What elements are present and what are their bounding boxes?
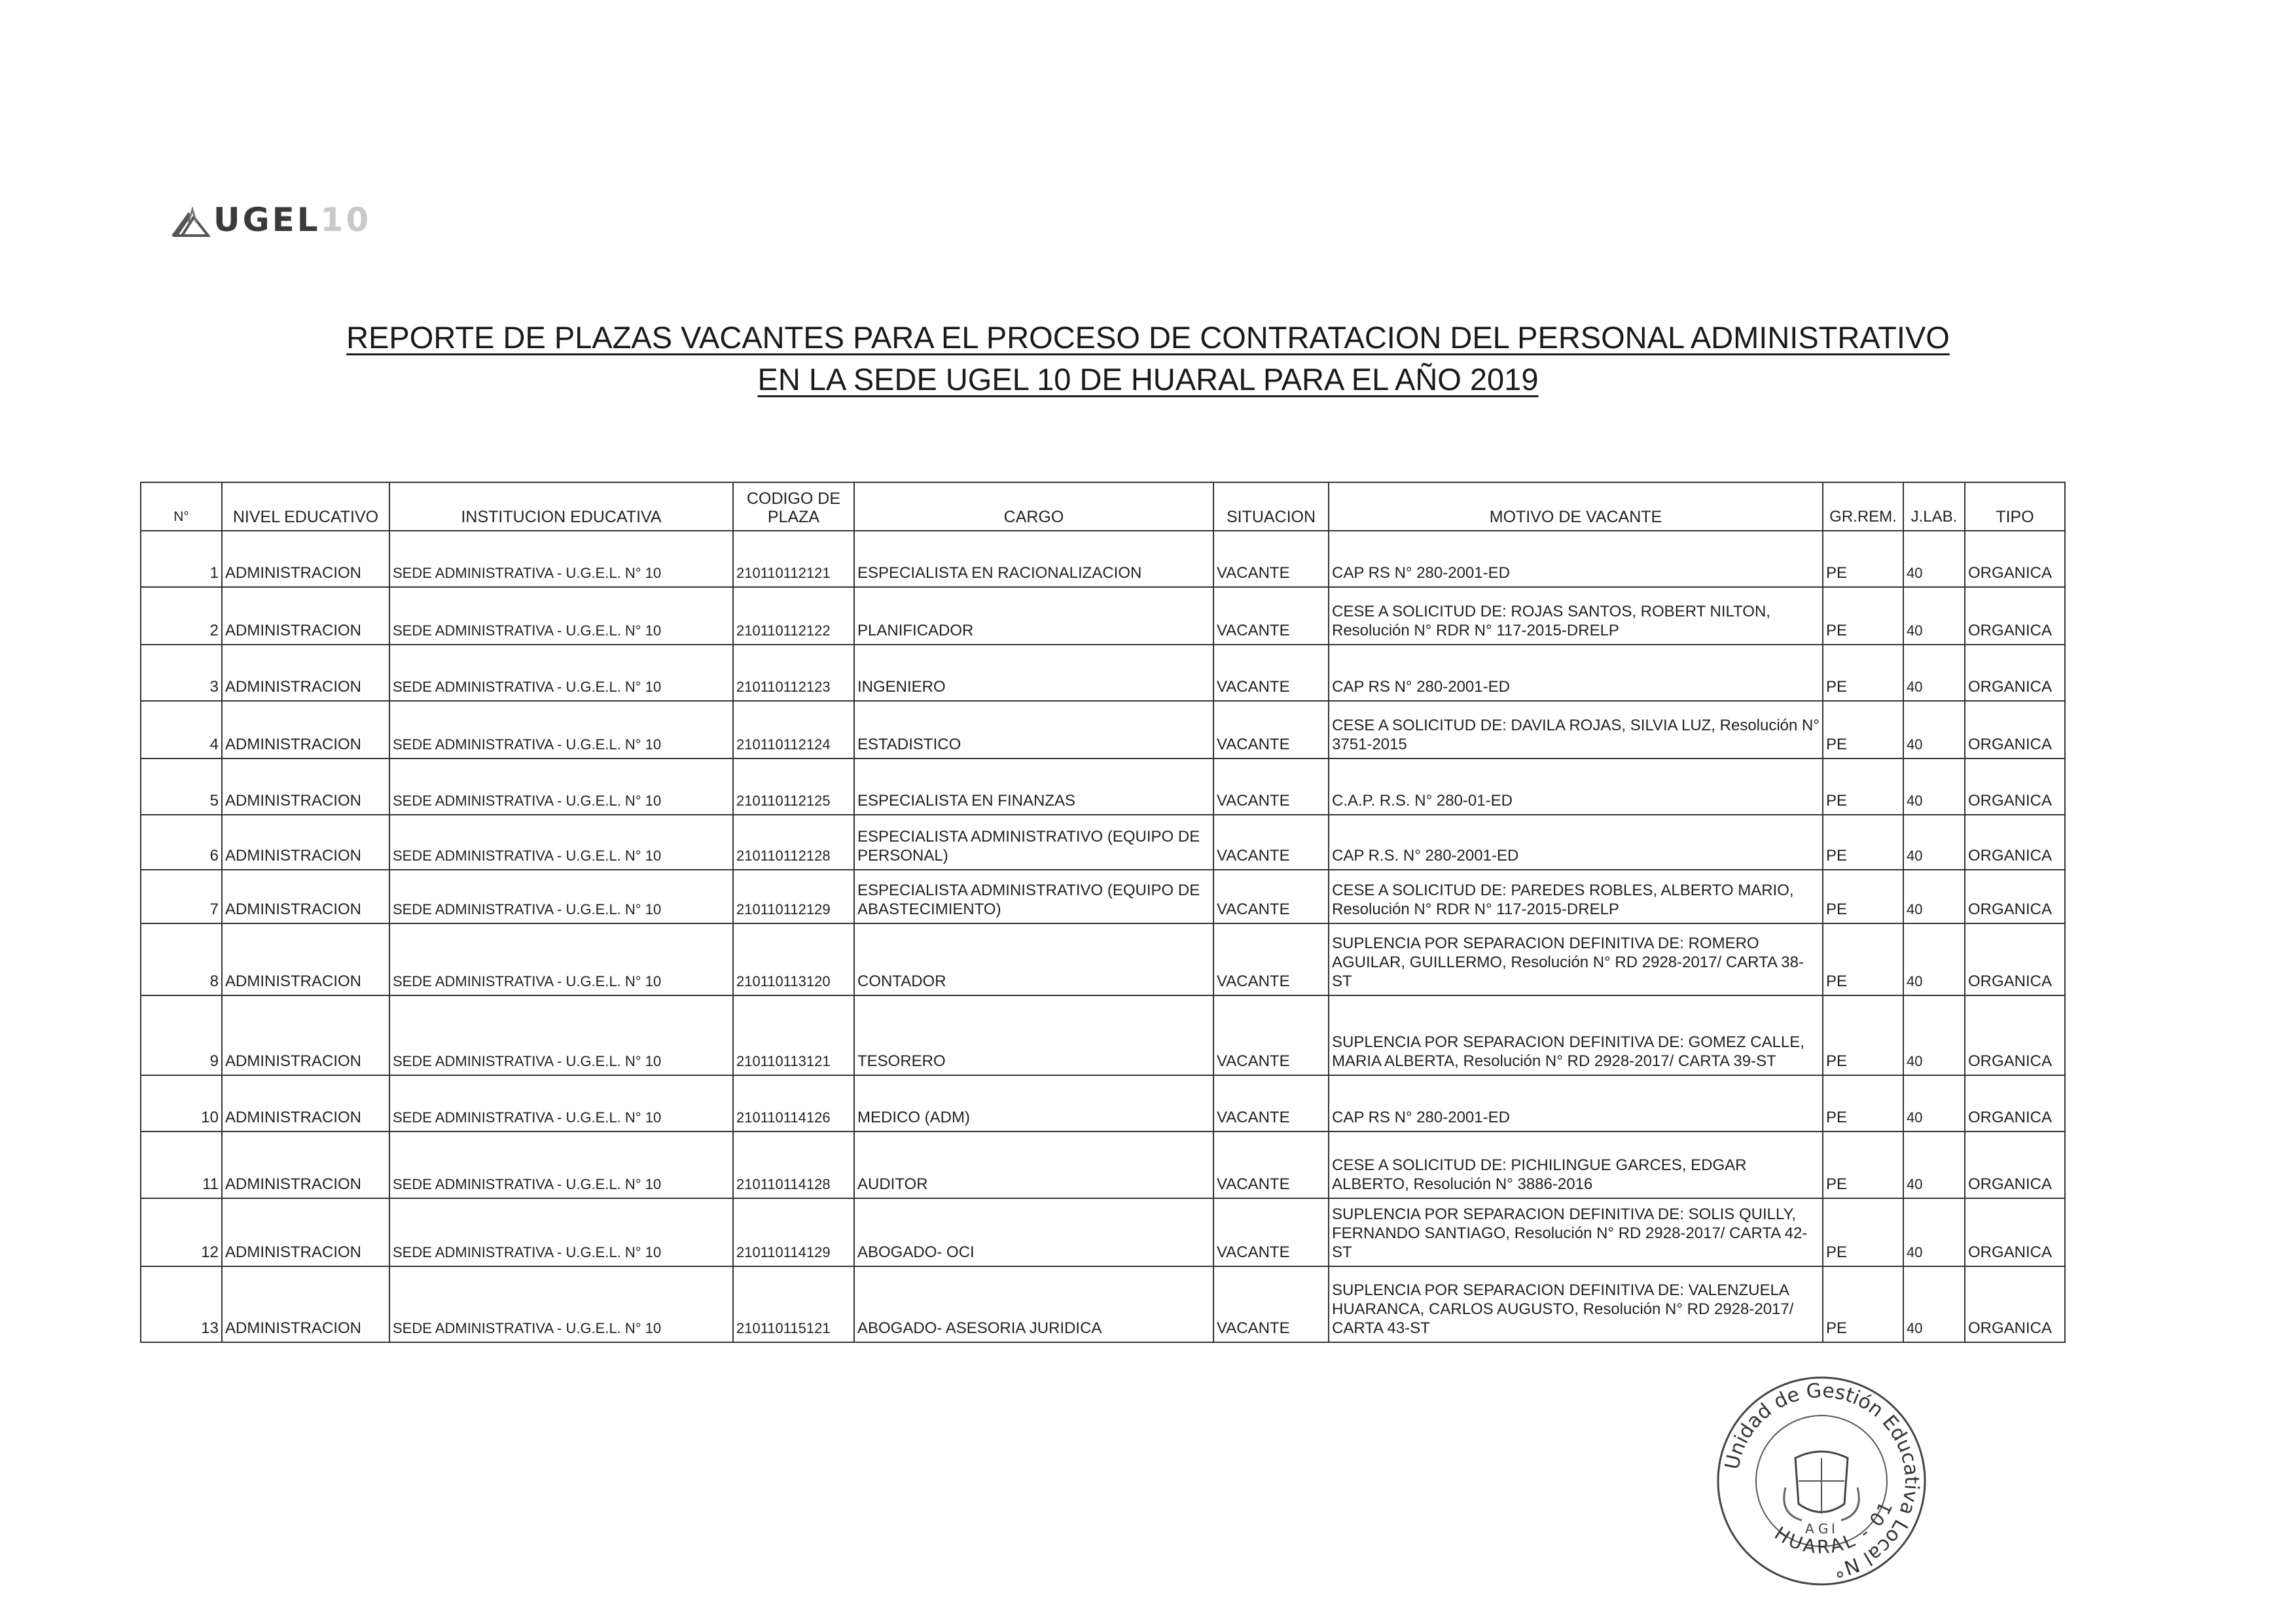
cell-institucion: SEDE ADMINISTRATIVA - U.G.E.L. N° 10 <box>389 870 733 923</box>
header-jlab: J.LAB. <box>1903 482 1965 531</box>
cell-motivo: CAP RS N° 280-2001-ED <box>1329 1075 1823 1132</box>
cell-institucion: SEDE ADMINISTRATIVA - U.G.E.L. N° 10 <box>389 531 733 587</box>
cell-cargo: INGENIERO <box>854 645 1213 701</box>
ugel-emblem-icon <box>169 203 211 238</box>
cell-jlab: 40 <box>1903 587 1965 645</box>
cell-institucion: SEDE ADMINISTRATIVA - U.G.E.L. N° 10 <box>389 1266 733 1342</box>
cell-codigo: 210110112125 <box>733 758 854 815</box>
seal-bottom-text: HUARAL - 01 <box>1770 1496 1898 1558</box>
cell-institucion: SEDE ADMINISTRATIVA - U.G.E.L. N° 10 <box>389 645 733 701</box>
cell-grrem: PE <box>1823 531 1903 587</box>
cell-nivel: ADMINISTRACION <box>222 1132 389 1198</box>
cell-n: 9 <box>141 995 222 1075</box>
cell-tipo: ORGANICA <box>1965 1266 2065 1342</box>
table-row <box>141 531 2065 587</box>
cell-grrem: PE <box>1823 1132 1903 1198</box>
cell-grrem: PE <box>1823 1266 1903 1342</box>
cell-motivo: CAP RS N° 280-2001-ED <box>1329 645 1823 701</box>
cell-jlab: 40 <box>1903 645 1965 701</box>
cell-grrem: PE <box>1823 1198 1903 1266</box>
cell-cargo: PLANIFICADOR <box>854 587 1213 645</box>
cell-codigo: 210110114128 <box>733 1132 854 1198</box>
cell-situacion: VACANTE <box>1213 815 1329 870</box>
table-row <box>141 587 2065 645</box>
cell-nivel: ADMINISTRACION <box>222 587 389 645</box>
cell-jlab: 40 <box>1903 1132 1965 1198</box>
table-row <box>141 645 2065 701</box>
cell-tipo: ORGANICA <box>1965 645 2065 701</box>
cell-jlab: 40 <box>1903 995 1965 1075</box>
table-row <box>141 1198 2065 1266</box>
cell-jlab: 40 <box>1903 531 1965 587</box>
cell-motivo: CESE A SOLICITUD DE: DAVILA ROJAS, SILVIA LUZ, Resolución N° 3751-2015 <box>1329 701 1823 758</box>
cell-institucion: SEDE ADMINISTRATIVA - U.G.E.L. N° 10 <box>389 1132 733 1198</box>
cell-institucion: SEDE ADMINISTRATIVA - U.G.E.L. N° 10 <box>389 587 733 645</box>
cell-n: 8 <box>141 923 222 995</box>
cell-codigo: 210110114129 <box>733 1198 854 1266</box>
report-title-line-1: REPORTE DE PLAZAS VACANTES PARA EL PROCESO DE CONTRATACION DEL PERSONAL ADMINISTRATIVO <box>346 320 1950 355</box>
table-row <box>141 995 2065 1075</box>
table-row <box>141 1132 2065 1198</box>
header-situacion: SITUACION <box>1213 482 1329 531</box>
cell-n: 10 <box>141 1075 222 1132</box>
cell-codigo: 210110112124 <box>733 701 854 758</box>
cell-codigo: 210110112121 <box>733 531 854 587</box>
cell-grrem: PE <box>1823 1075 1903 1132</box>
cell-situacion: VACANTE <box>1213 923 1329 995</box>
table-row <box>141 923 2065 995</box>
header-tipo: TIPO <box>1965 482 2065 531</box>
cell-jlab: 40 <box>1903 758 1965 815</box>
header-codigo: CODIGO DE PLAZA <box>733 482 854 531</box>
official-seal <box>1713 1373 1929 1589</box>
cell-situacion: VACANTE <box>1213 1198 1329 1266</box>
cell-jlab: 40 <box>1903 1266 1965 1342</box>
vacancies-table <box>140 482 2066 1343</box>
cell-jlab: 40 <box>1903 870 1965 923</box>
cell-tipo: ORGANICA <box>1965 758 2065 815</box>
cell-n: 12 <box>141 1198 222 1266</box>
cell-institucion: SEDE ADMINISTRATIVA - U.G.E.L. N° 10 <box>389 758 733 815</box>
svg-text:I: I <box>1831 1521 1835 1537</box>
cell-institucion: SEDE ADMINISTRATIVA - U.G.E.L. N° 10 <box>389 1075 733 1132</box>
cell-tipo: ORGANICA <box>1965 870 2065 923</box>
cell-situacion: VACANTE <box>1213 870 1329 923</box>
cell-nivel: ADMINISTRACION <box>222 815 389 870</box>
cell-tipo: ORGANICA <box>1965 701 2065 758</box>
cell-institucion: SEDE ADMINISTRATIVA - U.G.E.L. N° 10 <box>389 995 733 1075</box>
cell-nivel: ADMINISTRACION <box>222 1075 389 1132</box>
cell-nivel: ADMINISTRACION <box>222 758 389 815</box>
cell-cargo: TESORERO <box>854 995 1213 1075</box>
cell-tipo: ORGANICA <box>1965 815 2065 870</box>
header-institucion: INSTITUCION EDUCATIVA <box>389 482 733 531</box>
cell-grrem: PE <box>1823 645 1903 701</box>
cell-nivel: ADMINISTRACION <box>222 531 389 587</box>
cell-grrem: PE <box>1823 870 1903 923</box>
cell-codigo: 210110112129 <box>733 870 854 923</box>
report-title-line-2: EN LA SEDE UGEL 10 DE HUARAL PARA EL AÑO 2019 <box>757 362 1539 397</box>
cell-motivo: SUPLENCIA POR SEPARACION DEFINITIVA DE: SOLIS QUILLY, FERNANDO SANTIAGO, Resolución N° RD 2928-2017/ CARTA 42-ST <box>1329 1198 1823 1266</box>
cell-grrem: PE <box>1823 587 1903 645</box>
table-row <box>141 1075 2065 1132</box>
cell-motivo: C.A.P. R.S. N° 280-01-ED <box>1329 758 1823 815</box>
svg-text:A: A <box>1805 1521 1814 1537</box>
cell-nivel: ADMINISTRACION <box>222 701 389 758</box>
cell-situacion: VACANTE <box>1213 1132 1329 1198</box>
cell-cargo: ESPECIALISTA ADMINISTRATIVO (EQUIPO DE ABASTECIMIENTO) <box>854 870 1213 923</box>
cell-tipo: ORGANICA <box>1965 995 2065 1075</box>
cell-situacion: VACANTE <box>1213 645 1329 701</box>
cell-cargo: ESPECIALISTA EN FINANZAS <box>854 758 1213 815</box>
cell-motivo: CAP RS N° 280-2001-ED <box>1329 531 1823 587</box>
cell-codigo: 210110114126 <box>733 1075 854 1132</box>
table-header-row <box>141 482 2065 531</box>
cell-jlab: 40 <box>1903 1198 1965 1266</box>
cell-grrem: PE <box>1823 923 1903 995</box>
cell-institucion: SEDE ADMINISTRATIVA - U.G.E.L. N° 10 <box>389 815 733 870</box>
cell-tipo: ORGANICA <box>1965 1198 2065 1266</box>
cell-situacion: VACANTE <box>1213 701 1329 758</box>
cell-situacion: VACANTE <box>1213 1075 1329 1132</box>
cell-institucion: SEDE ADMINISTRATIVA - U.G.E.L. N° 10 <box>389 1198 733 1266</box>
table-row <box>141 701 2065 758</box>
table-row <box>141 1266 2065 1342</box>
cell-cargo: AUDITOR <box>854 1132 1213 1198</box>
cell-jlab: 40 <box>1903 701 1965 758</box>
cell-nivel: ADMINISTRACION <box>222 870 389 923</box>
cell-grrem: PE <box>1823 758 1903 815</box>
table-row <box>141 758 2065 815</box>
cell-motivo: CESE A SOLICITUD DE: PICHILINGUE GARCES, EDGAR ALBERTO, Resolución N° 3886-2016 <box>1329 1132 1823 1198</box>
coat-of-arms-icon <box>1784 1452 1859 1537</box>
cell-institucion: SEDE ADMINISTRATIVA - U.G.E.L. N° 10 <box>389 701 733 758</box>
cell-cargo: ESTADISTICO <box>854 701 1213 758</box>
header-grrem: GR.REM. <box>1823 482 1903 531</box>
cell-nivel: ADMINISTRACION <box>222 1198 389 1266</box>
cell-situacion: VACANTE <box>1213 531 1329 587</box>
svg-text:G: G <box>1818 1521 1829 1537</box>
cell-cargo: ABOGADO- ASESORIA JURIDICA <box>854 1266 1213 1342</box>
header-n: N° <box>141 482 222 531</box>
cell-cargo: CONTADOR <box>854 923 1213 995</box>
cell-codigo: 210110112122 <box>733 587 854 645</box>
cell-tipo: ORGANICA <box>1965 1132 2065 1198</box>
cell-motivo: CESE A SOLICITUD DE: ROJAS SANTOS, ROBERT NILTON, Resolución N° RDR N° 117-2015-DRELP <box>1329 587 1823 645</box>
cell-codigo: 210110112123 <box>733 645 854 701</box>
cell-tipo: ORGANICA <box>1965 1075 2065 1132</box>
cell-n: 2 <box>141 587 222 645</box>
cell-motivo: SUPLENCIA POR SEPARACION DEFINITIVA DE: GOMEZ CALLE, MARIA ALBERTA, Resolución N° RD 2928-2017/ CARTA 39-ST <box>1329 995 1823 1075</box>
cell-grrem: PE <box>1823 701 1903 758</box>
table-row <box>141 870 2065 923</box>
cell-codigo: 210110113121 <box>733 995 854 1075</box>
cell-motivo: SUPLENCIA POR SEPARACION DEFINITIVA DE: ROMERO AGUILAR, GUILLERMO, Resolución N° RD 2928-2017/ CARTA 38-ST <box>1329 923 1823 995</box>
logo-wordmark: UGEL10 <box>213 201 372 239</box>
cell-situacion: VACANTE <box>1213 758 1329 815</box>
cell-n: 1 <box>141 531 222 587</box>
cell-cargo: ABOGADO- OCI <box>854 1198 1213 1266</box>
cell-grrem: PE <box>1823 995 1903 1075</box>
cell-n: 13 <box>141 1266 222 1342</box>
cell-n: 7 <box>141 870 222 923</box>
cell-jlab: 40 <box>1903 815 1965 870</box>
cell-situacion: VACANTE <box>1213 1266 1329 1342</box>
cell-n: 3 <box>141 645 222 701</box>
cell-situacion: VACANTE <box>1213 587 1329 645</box>
cell-motivo: CAP R.S. N° 280-2001-ED <box>1329 815 1823 870</box>
cell-institucion: SEDE ADMINISTRATIVA - U.G.E.L. N° 10 <box>389 923 733 995</box>
cell-n: 11 <box>141 1132 222 1198</box>
cell-cargo: ESPECIALISTA ADMINISTRATIVO (EQUIPO DE PERSONAL) <box>854 815 1213 870</box>
cell-tipo: ORGANICA <box>1965 587 2065 645</box>
cell-cargo: MEDICO (ADM) <box>854 1075 1213 1132</box>
cell-codigo: 210110115121 <box>733 1266 854 1342</box>
cell-jlab: 40 <box>1903 923 1965 995</box>
cell-motivo: CESE A SOLICITUD DE: PAREDES ROBLES, ALBERTO MARIO, Resolución N° RDR N° 117-2015-DRELP <box>1329 870 1823 923</box>
cell-cargo: ESPECIALISTA EN RACIONALIZACION <box>854 531 1213 587</box>
header-nivel: NIVEL EDUCATIVO <box>222 482 389 531</box>
cell-tipo: ORGANICA <box>1965 531 2065 587</box>
header-cargo: CARGO <box>854 482 1213 531</box>
cell-n: 6 <box>141 815 222 870</box>
cell-jlab: 40 <box>1903 1075 1965 1132</box>
cell-n: 5 <box>141 758 222 815</box>
cell-nivel: ADMINISTRACION <box>222 645 389 701</box>
cell-grrem: PE <box>1823 815 1903 870</box>
cell-nivel: ADMINISTRACION <box>222 923 389 995</box>
cell-codigo: 210110113120 <box>733 923 854 995</box>
header-motivo: MOTIVO DE VACANTE <box>1329 482 1823 531</box>
cell-n: 4 <box>141 701 222 758</box>
cell-situacion: VACANTE <box>1213 995 1329 1075</box>
cell-nivel: ADMINISTRACION <box>222 995 389 1075</box>
ugel-logo <box>169 199 371 238</box>
cell-motivo: SUPLENCIA POR SEPARACION DEFINITIVA DE: VALENZUELA HUARANCA, CARLOS AUGUSTO, Resolución N° RD 2928-2017/ CARTA 43-ST <box>1329 1266 1823 1342</box>
table-row <box>141 815 2065 870</box>
seal-ring-text: Unidad de Gestión Educativa Local N° <box>1721 1379 1924 1582</box>
cell-tipo: ORGANICA <box>1965 923 2065 995</box>
cell-codigo: 210110112128 <box>733 815 854 870</box>
cell-nivel: ADMINISTRACION <box>222 1266 389 1342</box>
